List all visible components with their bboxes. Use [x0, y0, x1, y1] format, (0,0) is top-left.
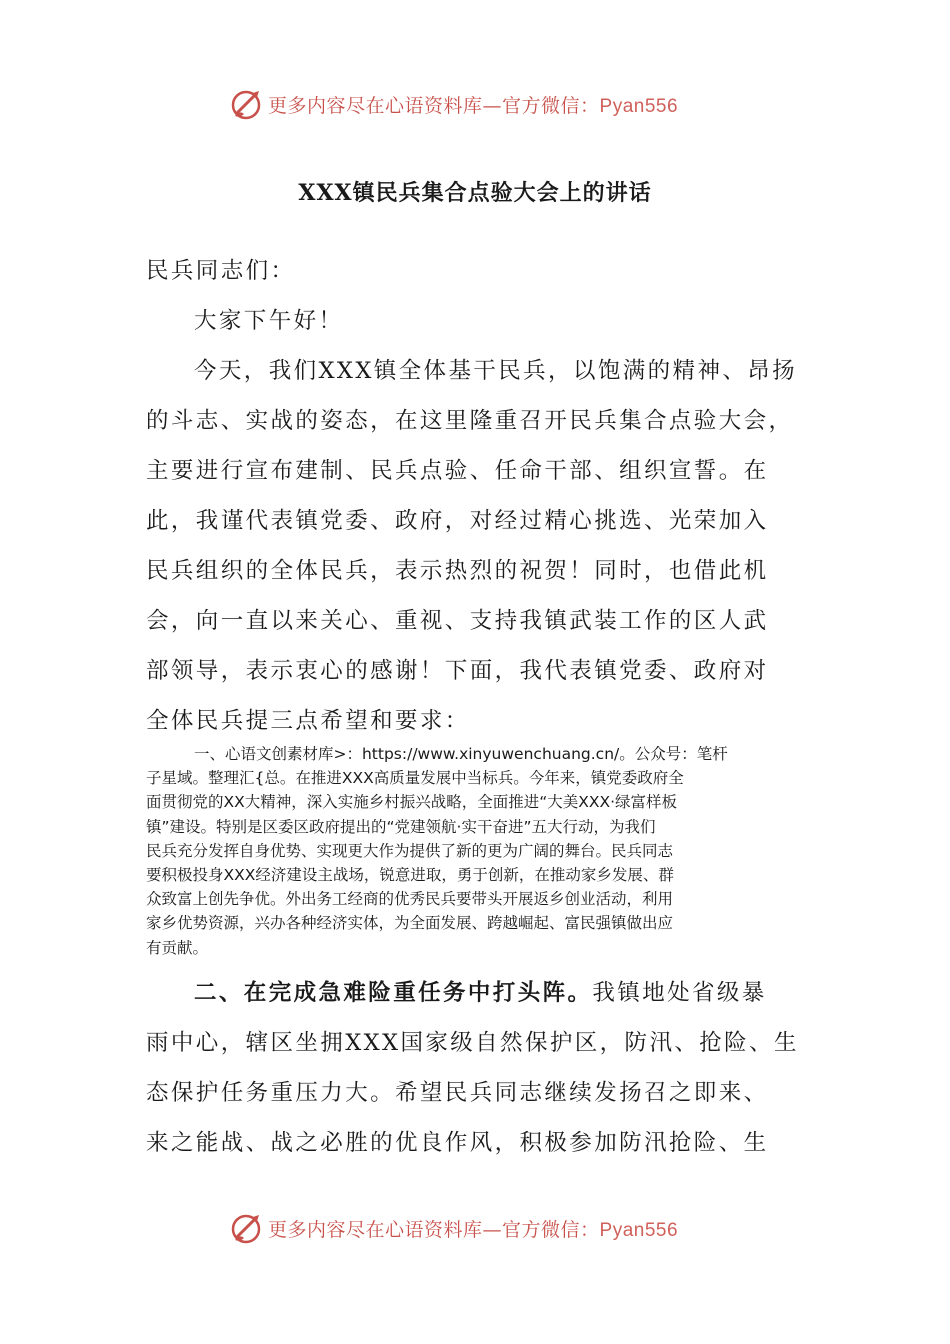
salutation: 民兵同志们：: [146, 258, 296, 284]
section1-line: 镇”建设。特别是区委区政府提出的“党建领航·实干奋进”五大行动，为我们: [146, 817, 656, 836]
footer-banner: [228, 1206, 678, 1250]
para1-line: 民兵组织的全体民兵，表示热烈的祝贺！同时，也借此机: [146, 558, 769, 584]
section2-first-line: [146, 968, 810, 1018]
section2-line: 雨中心，辖区坐拥XXX国家级自然保护区，防汛、抢险、生: [146, 1030, 799, 1056]
banner-text: 更多内容尽在心语资料库—官方微信：Pyan556: [268, 1218, 679, 1241]
para1-line: 全体民兵提三点希望和要求：: [146, 708, 470, 734]
pen-logo-icon: [228, 1210, 264, 1246]
banner-wechat-id: Pyan556: [599, 1219, 679, 1241]
para1-line: 会，向一直以来关心、重视、支持我镇武装工作的区人武: [146, 608, 769, 634]
pen-logo-icon: [228, 86, 264, 122]
section-one: [146, 742, 810, 960]
banner-text: 更多内容尽在心语资料库—官方微信：Pyan556: [268, 94, 679, 117]
section1-line: 一、心语文创素材库>：https://www.xinyuwenchuang.cn/。公众号：笔杆: [194, 745, 728, 763]
page-title: XXX镇民兵集合点验大会上的讲话: [298, 180, 652, 206]
section1-line: 子星域。整理汇{总。在推进XXX高质量发展中当标兵。今年来，镇党委政府全: [146, 769, 684, 788]
section2-heading: 二、在完成急难险重任务中打头阵。: [194, 980, 593, 1006]
greeting: 大家下午好！: [194, 308, 344, 334]
para1-line: 主要进行宣布建制、民兵点验、任命干部、组织宣誓。在: [146, 458, 769, 484]
para1-line: 部领导，表示衷心的感谢！下面，我代表镇党委、政府对: [146, 658, 769, 684]
section1-line: 家乡优势资源，兴办各种经济实体，为全面发展、跨越崛起、富民强镇做出应: [146, 914, 674, 933]
section1-line: 众致富上创先争优。外出务工经商的优秀民兵要带头开展返乡创业活动，利用: [146, 890, 674, 909]
speech-body: [146, 246, 810, 746]
para1-line: 的斗志、实战的姿态，在这里隆重召开民兵集合点验大会，: [146, 408, 794, 434]
section1-line: 民兵充分发挥自身优势、实现更大作为提供了新的更为广阔的舞台。民兵同志: [146, 841, 674, 860]
banner-wechat-id: Pyan556: [599, 95, 679, 117]
section1-line: 有贡献。: [146, 938, 209, 957]
header-banner: [228, 82, 678, 126]
section2-line: 来之能战、战之必胜的优良作风，积极参加防汛抢险、生: [146, 1130, 769, 1156]
section-two: [146, 968, 810, 1168]
section1-line: 面贯彻党的XX大精神，深入实施乡村振兴战略，全面推进“大美XXX·绿富样板: [146, 793, 678, 812]
para1-line: 此，我谨代表镇党委、政府，对经过精心挑选、光荣加入: [146, 508, 769, 534]
para1-line: 今天，我们XXX镇全体基干民兵，以饱满的精神、昂扬: [194, 358, 798, 384]
section2-line: 态保护任务重压力大。希望民兵同志继续发扬召之即来、: [146, 1080, 769, 1106]
section1-line: 要积极投身XXX经济建设主战场，锐意进取，勇于创新，在推动家乡发展、群: [146, 865, 674, 884]
section2-first-rest: 我镇地处省级暴: [592, 980, 767, 1006]
